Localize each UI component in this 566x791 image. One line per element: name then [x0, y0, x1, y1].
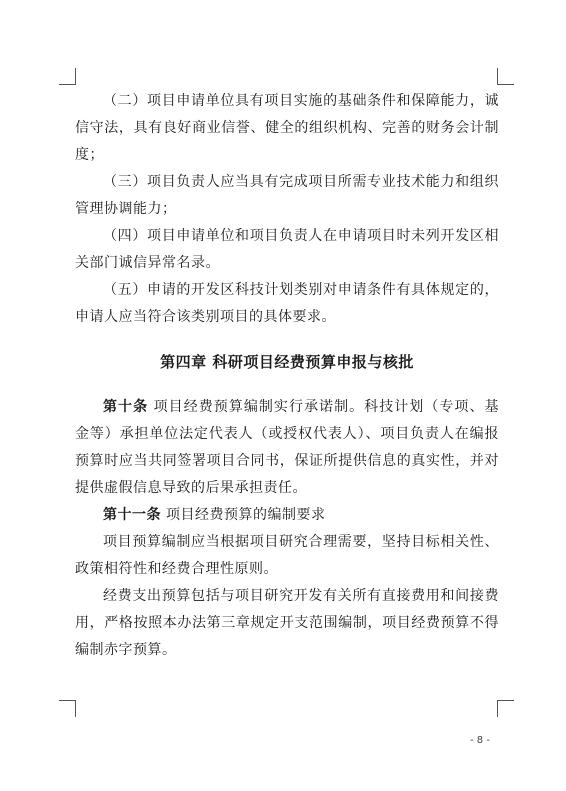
paragraph-budget-expenditure: 经费支出预算包括与项目研究开发有关所有直接费用和间接费用，严格按照本办法第三章规定开支范围编制，项目经费预算不得编制赤字预算。: [75, 588, 499, 658]
paragraph-item-2: （二）项目申请单位具有项目实施的基础条件和保障能力，诚信守法，具有良好商业信誉、健全的组织机构、完善的财务会计制度；: [75, 93, 499, 163]
article-10: [75, 394, 499, 502]
article-10-title: 第十条: [103, 399, 149, 415]
paragraph-item-3: （三）项目负责人应当具有完成项目所需专业技术能力和组织管理协调能力；: [75, 174, 499, 217]
article-11-text: 项目经费预算的编制要求: [161, 507, 326, 523]
article-11-title: 第十一条: [103, 507, 161, 523]
page-number: - 8 -: [470, 735, 490, 746]
paragraph-item-5: （五）申请的开发区科技计划类别对申请条件有具体规定的，申请人应当符合该类别项目的具体要求。: [75, 282, 499, 325]
article-11: [75, 502, 499, 529]
crop-mark-bottom-left: [59, 700, 76, 717]
paragraph-item-4: （四）项目申请单位和项目负责人在申请项目时未列开发区相关部门诚信异常名录。: [75, 228, 499, 271]
crop-mark-top-left: [59, 68, 76, 85]
article-10-text: 项目经费预算编制实行承诺制。科技计划（专项、基金等）承担单位法定代表人（或授权代表人）、项目负责人在编报预算时应当共同签署项目合同书，保证所提供信息的真实性，并对提供虚假信息导致的后果承担责任。: [75, 399, 499, 496]
crop-mark-top-right: [497, 68, 514, 85]
document-body: [75, 88, 499, 664]
crop-mark-bottom-right: [497, 700, 514, 717]
paragraph-budget-principle: 项目预算编制应当根据项目研究合理需要，坚持目标相关性、政策相符性和经费合理性原则。: [75, 534, 499, 577]
chapter-title: 第四章 科研项目经费预算申报与核批: [160, 353, 414, 371]
